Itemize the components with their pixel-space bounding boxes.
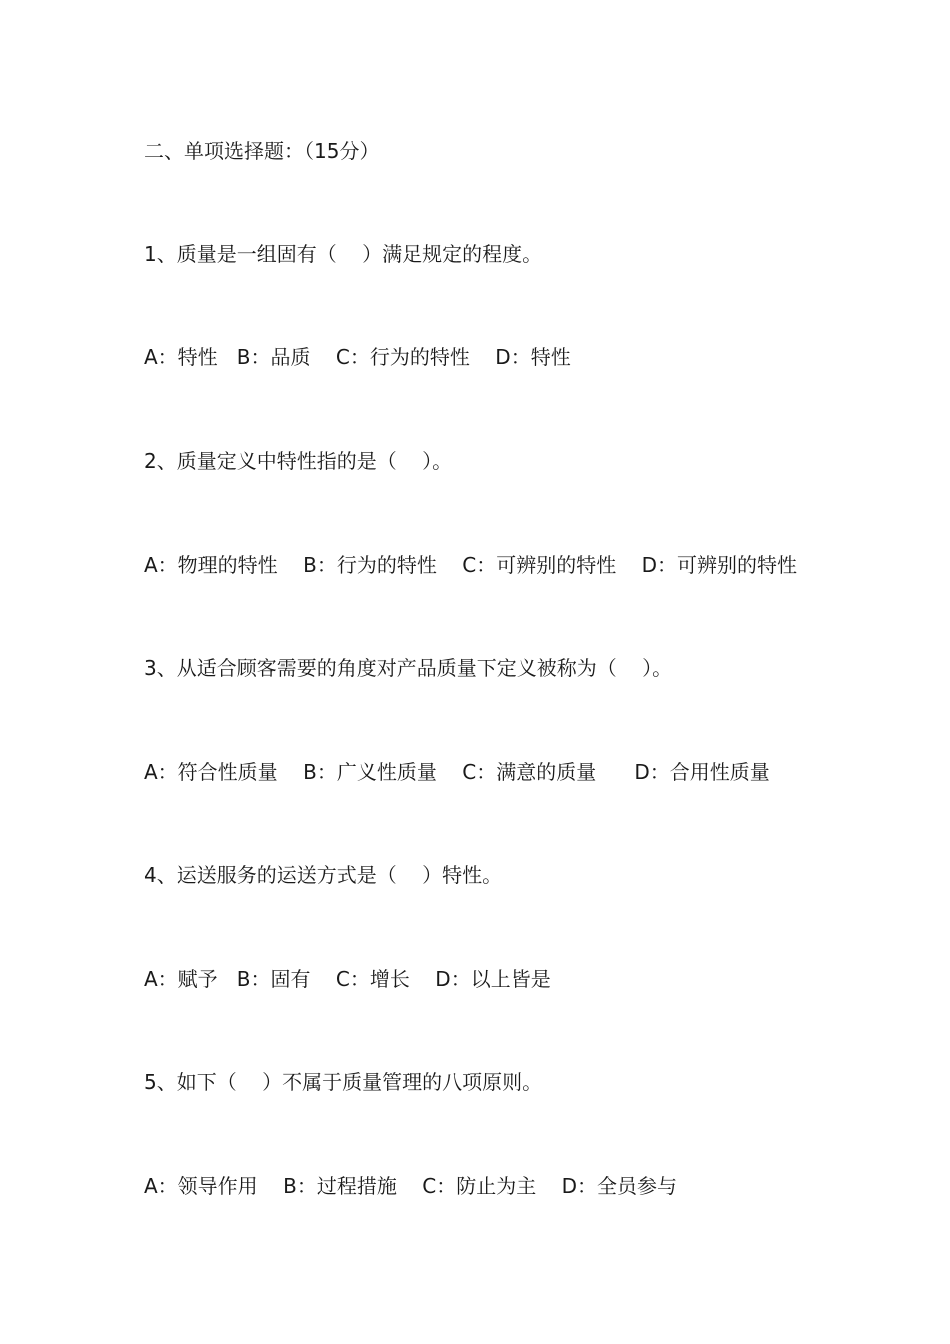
question-2-options: A：物理的特性 B：行为的特性 C：可辨别的特性 D：可辨别的特性	[144, 553, 798, 577]
question-3-options: A：符合性质量 B：广义性质量 C：满意的质量 D：合用性质量	[144, 760, 770, 784]
question-4-stem: 4、运送服务的运送方式是（ ）特性。	[144, 863, 503, 887]
section-heading: 二、单项选择题：（15分）	[144, 139, 380, 163]
question-2-stem: 2、质量定义中特性指的是（ ）。	[144, 449, 453, 473]
question-1-stem: 1、质量是一组固有（ ）满足规定的程度。	[144, 242, 543, 266]
question-1-options: A：特性 B：品质 C：行为的特性 D：特性	[144, 345, 571, 369]
question-5-stem: 5、如下（ ）不属于质量管理的八项原则。	[144, 1070, 543, 1094]
question-5-options: A：领导作用 B：过程措施 C：防止为主 D：全员参与	[144, 1174, 678, 1198]
question-3-stem: 3、从适合顾客需要的角度对产品质量下定义被称为（ ）。	[144, 656, 673, 680]
question-4-options: A：赋予 B：固有 C：增长 D：以上皆是	[144, 967, 551, 991]
